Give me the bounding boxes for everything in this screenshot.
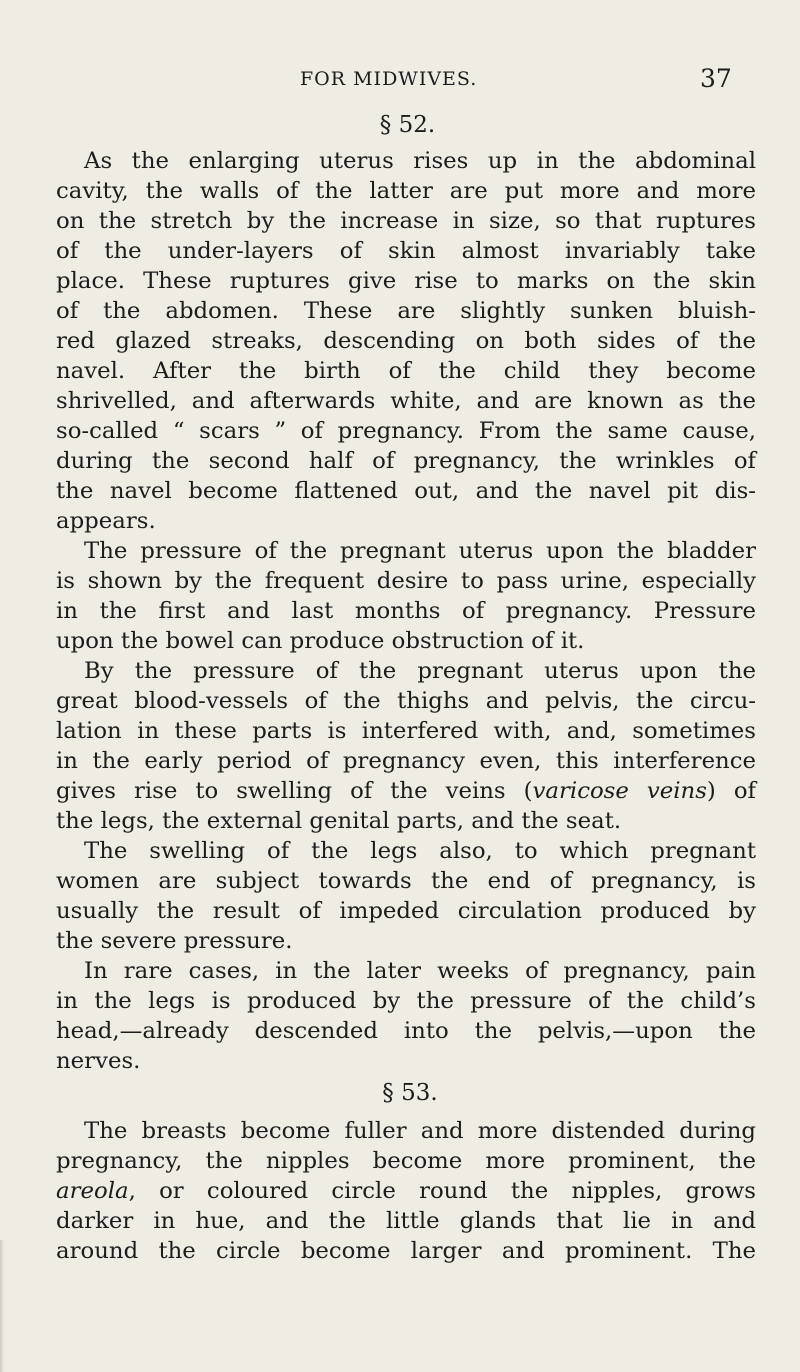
text-line: of the under-layers of skin almost invariably take — [56, 238, 756, 264]
text-line: The breasts become fuller and more distended during — [84, 1118, 756, 1144]
text-line: in the early period of pregnancy even, this interference — [56, 748, 756, 774]
text-line: is shown by the frequent desire to pass urine, especially — [56, 568, 756, 594]
text-line: As the enlarging uterus rises up in the abdominal — [84, 148, 756, 174]
text-run: gives rise to swelling of the veins ( — [56, 778, 533, 804]
text-line: the severe pressure. — [56, 928, 293, 954]
text-line: appears. — [56, 508, 156, 534]
text-line: The swelling of the legs also, to which pregnant — [84, 838, 756, 864]
text-line: great blood-vessels of the thighs and pelvis, the circu- — [56, 688, 756, 714]
text-line: women are subject towards the end of pregnancy, is — [56, 868, 756, 894]
section-heading-52: § 52. — [379, 112, 436, 138]
page-edge-shadow — [0, 1240, 4, 1372]
text-line: darker in hue, and the little glands that lie in and — [56, 1208, 756, 1234]
text-line: the legs, the external genital parts, and the seat. — [56, 808, 622, 834]
text-line: pregnancy, the nipples become more prominent, the — [56, 1148, 756, 1174]
text-line: The pressure of the pregnant uterus upon the bladder — [84, 538, 756, 564]
text-line: in the legs is produced by the pressure of the child’s — [56, 988, 756, 1014]
text-line: cavity, the walls of the latter are put more and more — [56, 178, 756, 204]
text-line: By the pressure of the pregnant uterus upon the — [84, 658, 756, 684]
text-line: place. These ruptures give rise to marks on the skin — [56, 268, 756, 294]
text-line: nerves. — [56, 1048, 141, 1074]
text-line: head,—already descended into the pelvis,—upon the — [56, 1018, 756, 1044]
text-line: so-called “ scars ” of pregnancy. From the same cause, — [56, 418, 756, 444]
text-line — [56, 1176, 756, 1206]
text-line: in the first and last months of pregnancy. Pressure — [56, 598, 756, 624]
text-line: around the circle become larger and prominent. The — [56, 1238, 756, 1264]
text-run: , or coloured circle round the nipples, grows — [128, 1178, 756, 1204]
italic-term: varicose veins — [532, 778, 707, 804]
text-line: red glazed streaks, descending on both sides of the — [56, 328, 756, 354]
text-line: shrivelled, and afterwards white, and are known as the — [56, 388, 756, 414]
running-head — [0, 64, 800, 98]
text-line — [56, 776, 756, 806]
text-line: upon the bowel can produce obstruction of it. — [56, 628, 585, 654]
page-number: 37 — [700, 64, 732, 93]
section-heading-53: § 53. — [382, 1080, 438, 1106]
text-line: during the second half of pregnancy, the wrinkles of — [56, 448, 756, 474]
text-run: ) of — [706, 778, 756, 804]
text-line: on the stretch by the increase in size, so that ruptures — [56, 208, 756, 234]
text-line: In rare cases, in the later weeks of pregnancy, pain — [84, 958, 756, 984]
text-line: navel. After the birth of the child they become — [56, 358, 756, 384]
text-line: the navel become flattened out, and the navel pit dis- — [56, 478, 756, 504]
italic-term: areola — [56, 1178, 129, 1204]
text-line: usually the result of impeded circulation produced by — [56, 898, 756, 924]
running-title: FOR MIDWIVES. — [300, 68, 478, 90]
text-line: lation in these parts is interfered with, and, sometimes — [56, 718, 756, 744]
text-line: of the abdomen. These are slightly sunken bluish- — [56, 298, 756, 324]
